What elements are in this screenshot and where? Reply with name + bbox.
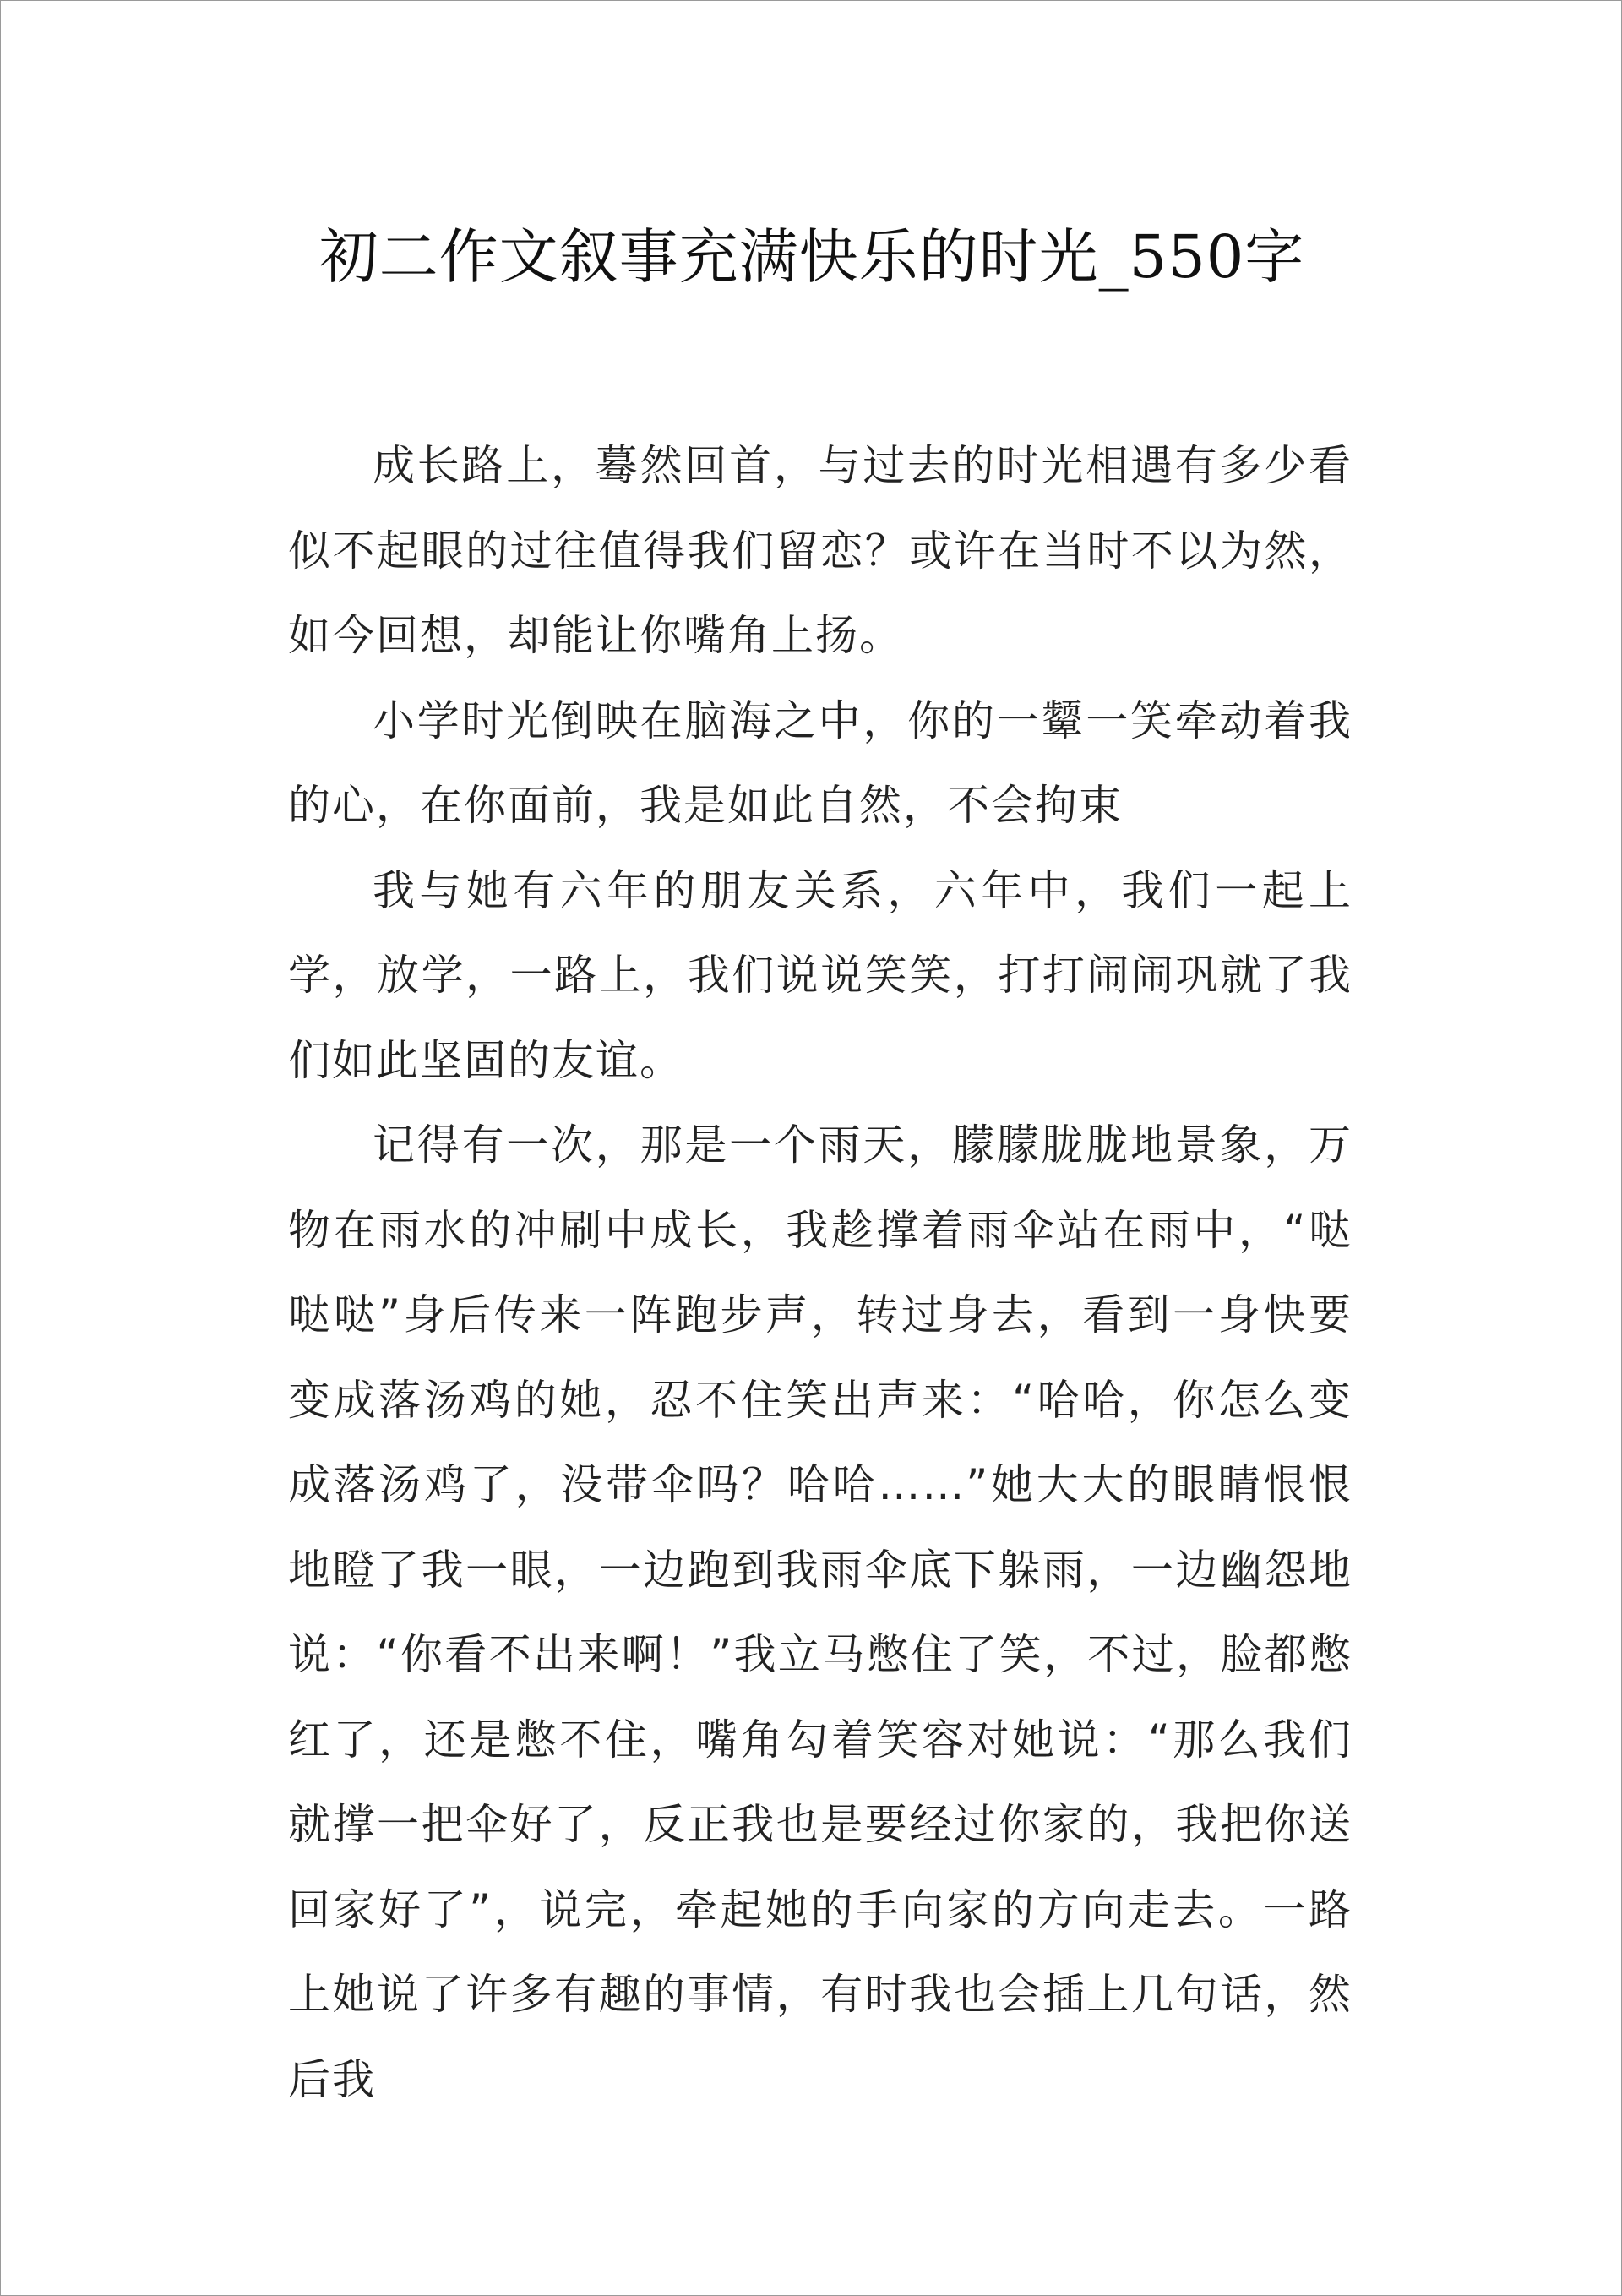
paragraph: 小学时光倒映在脑海之中，你的一颦一笑牵动着我的心，在你面前，我是如此自然，不会拘束 [288,695,1353,830]
paragraph: 成长路上，蓦然回首，与过去的时光相遇有多少看似不起眼的过往值得我们留恋？或许在当时不以为然，如今回想，却能让你嘴角上扬。 [288,441,1353,660]
paragraph: 我与她有六年的朋友关系，六年中，我们一起上学，放学，一路上，我们说说笑笑，打打闹闹巩就了我们如此坚固的友谊。 [288,865,1353,1085]
document-body [288,423,1353,2122]
document-title: 初二作文叙事充满快乐的时光_550字 [318,222,1305,292]
paragraph: 记得有一次，那是一个雨天，朦朦胧胧地景象，万物在雨水的冲刷中成长，我趁撑着雨伞站在雨中，“哒哒哒”身后传来一阵跑步声，转过身去，看到一身快要变成落汤鸡的她，忍不住笑出声来：“哈哈，你怎么变成落汤鸡了，没带伞吗？哈哈……”她大大的眼睛恨恨地瞪了我一眼，一边跑到我雨伞底下躲雨，一边幽怨地说：“你看不出来啊！”我立马憋住了笑，不过，脸都憋红了，还是憋不住，嘴角勾着笑容对她说：“那么我们就撑一把伞好了，反正我也是要经过你家的，我把你送回家好了”，说完，牵起她的手向家的方向走去。一路上她说了许多有趣的事情，有时我也会插上几句话，然后我 [288,1121,1353,2104]
